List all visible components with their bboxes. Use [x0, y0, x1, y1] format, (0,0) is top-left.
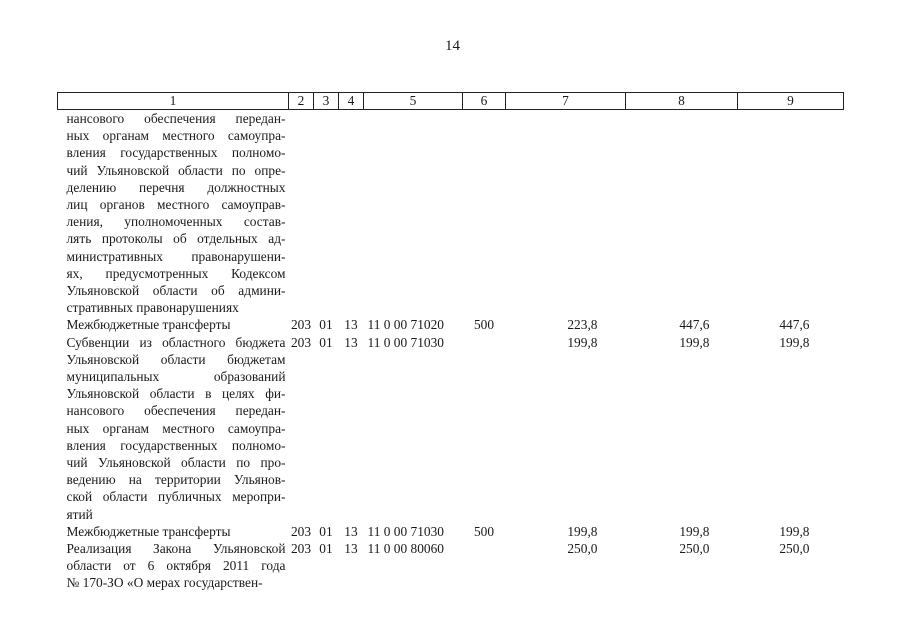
- cell-code-expense-type: 500: [473, 523, 495, 539]
- description-line: лять протоколы об отдельных ад-: [66, 231, 286, 247]
- row-description: [58, 523, 289, 540]
- cell-code-expense-type: [463, 110, 506, 317]
- cell-code-section: 01: [319, 541, 333, 557]
- column-header-1: 1: [58, 93, 289, 110]
- description-line: нансового обеспечения передан-: [66, 403, 286, 419]
- cell-code-section: [314, 110, 339, 317]
- cell-amount-col8: 250,0: [679, 541, 710, 557]
- cell-amount-col7: 250,0: [567, 541, 598, 557]
- cell-code-target: 11 0 00 71020: [367, 317, 444, 333]
- cell-code-ministry: 203: [290, 541, 312, 557]
- cell-code-target: [364, 110, 463, 317]
- description-line: министративных правонарушени-: [66, 248, 286, 264]
- description-line: Ульяновской области об админи-: [66, 283, 286, 299]
- column-header-3: 3: [314, 93, 339, 110]
- cell-amount-col8: 447,6: [679, 317, 710, 333]
- row-description: [58, 110, 289, 317]
- description-line: ления, уполномоченных состав-: [66, 214, 286, 230]
- description-line: ятий: [66, 506, 93, 522]
- description-line: № 170-ЗО «О мерах государствен-: [66, 575, 263, 591]
- cell-amount-col9: 199,8: [779, 334, 810, 350]
- description-line: стративных правонарушениях: [66, 300, 239, 316]
- row-description: [58, 316, 289, 333]
- column-header-6: 6: [463, 93, 506, 110]
- cell-amount-col8: 199,8: [679, 334, 710, 350]
- description-line: Реализация Закона Ульяновской: [66, 541, 286, 557]
- budget-table: [57, 92, 844, 592]
- cell-code-ministry: 203: [290, 317, 312, 333]
- description-line: лиц органов местного самоуправ-: [66, 197, 286, 213]
- cell-amount-col9: [738, 110, 844, 317]
- cell-amount-col7: 223,8: [567, 317, 598, 333]
- description-line: чий Ульяновской области по опре-: [66, 162, 286, 178]
- row-description: [58, 334, 289, 523]
- column-header-5: 5: [364, 93, 463, 110]
- cell-amount-col9: 250,0: [779, 541, 810, 557]
- table-body: [58, 110, 844, 592]
- description-line: чий Ульяновской области по про-: [66, 455, 286, 471]
- cell-amount-col9: 447,6: [779, 317, 810, 333]
- cell-amount-col7: [506, 110, 626, 317]
- description-line: ных органам местного самоупра-: [66, 128, 286, 144]
- description-line: области от 6 октября 2011 года: [66, 558, 286, 574]
- cell-code-expense-type: 500: [473, 317, 495, 333]
- cell-code-target: 11 0 00 71030: [367, 523, 444, 539]
- description-line: вления государственных полномо-: [66, 437, 286, 453]
- cell-code-subsection: 13: [344, 523, 358, 539]
- cell-code-ministry: 203: [290, 523, 312, 539]
- cell-code-target: 11 0 00 80060: [367, 541, 444, 557]
- cell-code-section: 01: [319, 317, 333, 333]
- cell-amount-col8: 199,8: [679, 523, 710, 539]
- description-line: вления государственных полномо-: [66, 145, 286, 161]
- cell-code-subsection: 13: [344, 334, 358, 350]
- table-row: [58, 316, 844, 333]
- description-line: Межбюджетные трансферты: [66, 317, 231, 333]
- cell-amount-col7: 199,8: [567, 334, 598, 350]
- table-row: [58, 334, 844, 523]
- description-line: ях, предусмотренных Кодексом: [66, 265, 286, 281]
- cell-code-subsection: 13: [344, 317, 358, 333]
- page-number: 14: [445, 38, 460, 54]
- description-line: ской области публичных меропри-: [66, 489, 286, 505]
- table-row: [58, 523, 844, 540]
- description-line: Межбюджетные трансферты: [66, 523, 231, 539]
- description-line: Ульяновской области в целях фи-: [66, 386, 286, 402]
- description-line: делению перечня должностных: [66, 179, 286, 195]
- description-line: Ульяновской области бюджетам: [66, 351, 286, 367]
- cell-amount-col7: 199,8: [567, 523, 598, 539]
- cell-code-section: 01: [319, 334, 333, 350]
- cell-code-subsection: 13: [344, 541, 358, 557]
- table-row: [58, 540, 844, 592]
- description-line: Субвенции из областного бюджета: [66, 334, 286, 350]
- row-description: [58, 540, 289, 592]
- cell-code-expense-type: [463, 540, 506, 592]
- description-line: муниципальных образований: [66, 369, 286, 385]
- description-line: ных органам местного самоупра-: [66, 420, 286, 436]
- column-header-4: 4: [339, 93, 364, 110]
- description-line: ведению на территории Ульянов-: [66, 472, 286, 488]
- table-row: [58, 110, 844, 317]
- cell-code-target: 11 0 00 71030: [367, 334, 444, 350]
- cell-amount-col9: 199,8: [779, 523, 810, 539]
- cell-amount-col8: [626, 110, 738, 317]
- column-header-7: 7: [506, 93, 626, 110]
- cell-code-ministry: 203: [290, 334, 312, 350]
- cell-code-subsection: [339, 110, 364, 317]
- table-header: [58, 93, 844, 110]
- cell-code-section: 01: [319, 523, 333, 539]
- column-header-9: 9: [738, 93, 844, 110]
- description-line: нансового обеспечения передан-: [66, 111, 286, 126]
- cell-code-expense-type: [463, 334, 506, 523]
- column-header-8: 8: [626, 93, 738, 110]
- column-header-2: 2: [289, 93, 314, 110]
- cell-code-ministry: [289, 110, 314, 317]
